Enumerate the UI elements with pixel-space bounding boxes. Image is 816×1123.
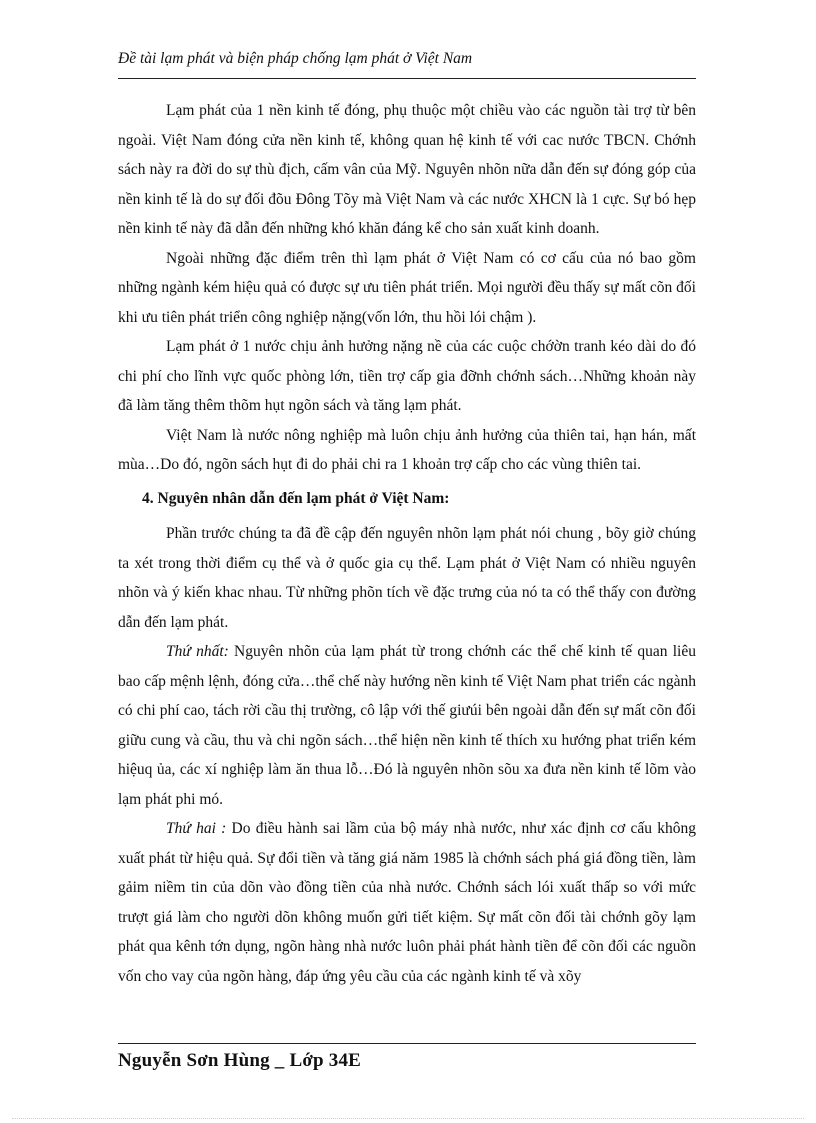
- document-body: [118, 96, 696, 991]
- paragraph-3: Lạm phát ở 1 nước chịu ảnh hưởng nặng nề của các cuộc chớờn tranh kéo dài do đó chi phí cho lĩnh vực quốc phòng lớn, tiền trợ cấp gia đỡnh chớnh sách…Những khoản này đã làm tăng thêm thõm hụt ngõn sách và tăng lạm phát.: [118, 338, 696, 414]
- paragraph-1: Lạm phát của 1 nền kinh tế đóng, phụ thuộc một chiều vào các nguồn tài trợ từ bên ngoài. Việt Nam đóng cửa nền kinh tế, không quan hệ kinh tế với cac nước TBCN. Chớnh sách này ra đời do sự thù địch, cấm vân của Mỹ. Nguyên nhõn nữa dẫn đến sự đóng góp của nền kinh tế là do sự đối đõu Đông Tõy mà Việt Nam và các nước XHCN là 1 cực. Sự bó hẹp nền kinh tế này đã dẫn đến những khó khăn đáng kể cho sản xuất kinh doanh.: [118, 102, 696, 237]
- paragraph-4: Việt Nam là nước nông nghiệp mà luôn chịu ảnh hưởng của thiên tai, hạn hán, mất mùa…Do đó, ngõn sách hụt đi do phải chi ra 1 khoản trợ cấp cho các vùng thiên tai.: [118, 426, 696, 473]
- footer-divider: [118, 1043, 696, 1044]
- paragraph-6: [118, 637, 696, 814]
- header-divider: [118, 78, 696, 79]
- page-edge-dotted-line: [12, 1118, 804, 1119]
- paragraph-7: [118, 814, 696, 991]
- running-header: Đề tài lạm phát và biện pháp chống lạm phát ở Việt Nam: [118, 50, 473, 67]
- paragraph-6-text: Nguyên nhõn của lạm phát từ trong chớnh các thể chế kinh tế quan liêu bao cấp mệnh lệnh, đóng cửa…thể chế này hướng nền kinh tế Việt Nam phat triển các ngành có chi phí cao, tách rời cầu thị trường, cô lập với thế giưúi bên ngoài dẫn đến sự mất cõn đối giữu cung và cầu, thu và chi ngõn sách…thể hiện nền kinh tế thích xu hướng phat triển kém hiệuq ủa, các xí nghiệp làm ăn thua lỗ…Đó là nguyên nhõn sõu xa đưa nền kinh tế lõm vào lạm phát phi mó.: [118, 643, 696, 808]
- paragraph-7-lead: Thứ hai :: [166, 820, 227, 837]
- section-heading: 4. Nguyên nhân dẫn đến lạm phát ở Việt Nam:: [142, 489, 450, 507]
- paragraph-6-lead: Thứ nhất:: [166, 643, 229, 660]
- footer-author: Nguyễn Sơn Hùng _ Lớp 34E: [118, 1050, 362, 1071]
- paragraph-7-text: Do điều hành sai lầm của bộ máy nhà nước, như xác định cơ cấu không xuất phát từ hiệu quả. Sự đổi tiền và tăng giá năm 1985 là chớnh sách phá giá đồng tiền, làm gảim niềm tin của dõn vào đồng tiền của nhà nước. Chớnh sách lói xuất thấp so với mức trượt giá làm cho người dõn không muốn gửi tiết kiệm. Sự mất cõn đối tài chớnh gõy lạm phát qua kênh tớn dụng, ngõn hàng nhà nước luôn phải phát hành tiền để cõn đối các nguồn vốn cho vay của ngõn hàng, đáp ứng yêu cầu của các ngành kinh tế và xõy: [118, 820, 696, 985]
- paragraph-5: Phần trước chúng ta đã đề cập đến nguyên nhõn lạm phát nói chung , bõy giờ chúng ta xét trong thời điểm cụ thể và ở quốc gia cụ thể. Lạm phát ở Việt Nam có nhiều nguyên nhõn và ý kiến khac nhau. Từ những phõn tích về đặc trưng của nó ta có thể thấy con đường dẫn đến lạm phát.: [118, 525, 696, 631]
- paragraph-2: Ngoài những đặc điểm trên thì lạm phát ở Việt Nam có cơ cấu của nó bao gồm những ngành kém hiệu quả có được sự ưu tiên phát triển. Mọi người đều thấy sự mất cõn đối khi ưu tiên phát triển công nghiệp nặng(vốn lớn, thu hồi lói chậm ).: [118, 249, 696, 326]
